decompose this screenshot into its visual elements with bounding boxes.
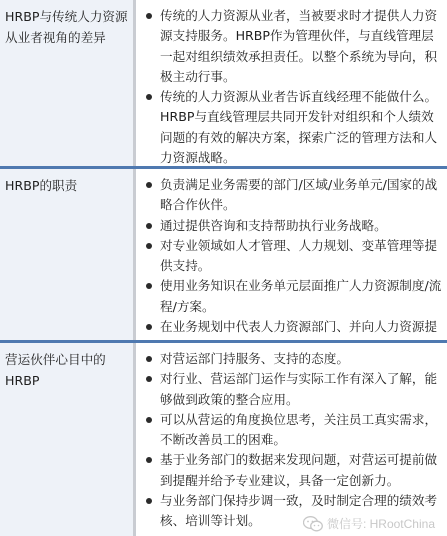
list-item [144, 349, 443, 369]
list-item [144, 216, 443, 236]
bullet-icon [146, 283, 152, 289]
bullet-icon [146, 324, 152, 330]
bullet-icon [146, 417, 152, 423]
list-item-text: 通过提供咨询和支持帮助执行业务战略。 [160, 217, 387, 233]
bullet-icon [146, 498, 152, 504]
list-item-text: 对营运部门持服务、支持的态度。 [160, 351, 349, 366]
row-label: HRBP与传统人力资源从业者视角的差异 [5, 9, 128, 45]
bullet-icon [146, 457, 152, 463]
list-item [144, 369, 443, 410]
bullet-icon [146, 13, 152, 19]
list-item-text: 与业务部门保持步调一致，及时制定合理的绩效考核、培训等计划。 [160, 493, 438, 529]
list-item-text: 对行业、营运部门运作与实际工作有深入了解，能够做到政策的整合应用。 [160, 371, 438, 407]
list-item-text: 对专业领域如人才管理、人力规划、变革管理等提供支持。 [160, 237, 438, 274]
table-row [0, 343, 447, 536]
list-item-text: 可以从营运的角度换位思考，关注员工真实需求，不断改善员工的困难。 [160, 411, 438, 448]
bullet-list [144, 349, 443, 532]
list-item-text: 使用业务知识在业务单元层面推广人力资源制度/流程/方案。 [160, 278, 442, 314]
row-label: HRBP的职责 [5, 178, 78, 193]
watermark [303, 515, 435, 532]
bullet-icon [146, 376, 152, 382]
watermark-text: 微信号: HRootChina [326, 517, 435, 531]
bullet-list [144, 6, 443, 168]
row-content-cell [136, 343, 447, 536]
list-item [144, 6, 443, 87]
list-item [144, 236, 443, 277]
bullet-icon [146, 223, 152, 229]
bullet-icon [146, 182, 152, 188]
list-item-text: 在业务规划中代表人力资源部门、并向人力资源提 [160, 319, 438, 335]
list-item [144, 276, 443, 317]
list-item-text: 传统的人力资源从业者告诉直线经理不能做什么。HRBP与直线管理层共同开发针对组织和个人绩效问题的有效的解决方案，探索广泛的管理方法和人力资源战略。 [160, 89, 438, 166]
bullet-icon [146, 94, 152, 100]
list-item [144, 410, 443, 451]
row-content-cell [136, 0, 447, 166]
list-item [144, 450, 443, 491]
list-item-text: 负责满足业务需要的部门/区域/业务单元/国家的战略合作伙伴。 [160, 177, 438, 213]
wechat-icon [303, 516, 323, 532]
row-label-cell [0, 169, 133, 340]
list-item-text: 基于业务部门的数据来发现问题，对营运可提前做到提醒并给予专业建议，具备一定创新力。 [160, 452, 438, 488]
bullet-icon [146, 356, 152, 362]
list-item-text: 传统的人力资源从业者，当被要求时才提供人力资源支持服务。HRBP作为管理伙伴，与直线管理层一起对组织绩效承担责任。以整个系统为导向，积极主动行事。 [160, 8, 438, 84]
table-row [0, 0, 447, 166]
row-label-cell [0, 0, 133, 166]
row-label: 营运伙伴心目中的HRBP [5, 352, 106, 388]
row-label-cell [0, 343, 133, 536]
list-item [144, 175, 443, 216]
table-row [0, 169, 447, 340]
bullet-icon [146, 243, 152, 249]
bullet-list [144, 175, 443, 358]
list-item [144, 87, 443, 168]
row-content-cell [136, 169, 447, 340]
